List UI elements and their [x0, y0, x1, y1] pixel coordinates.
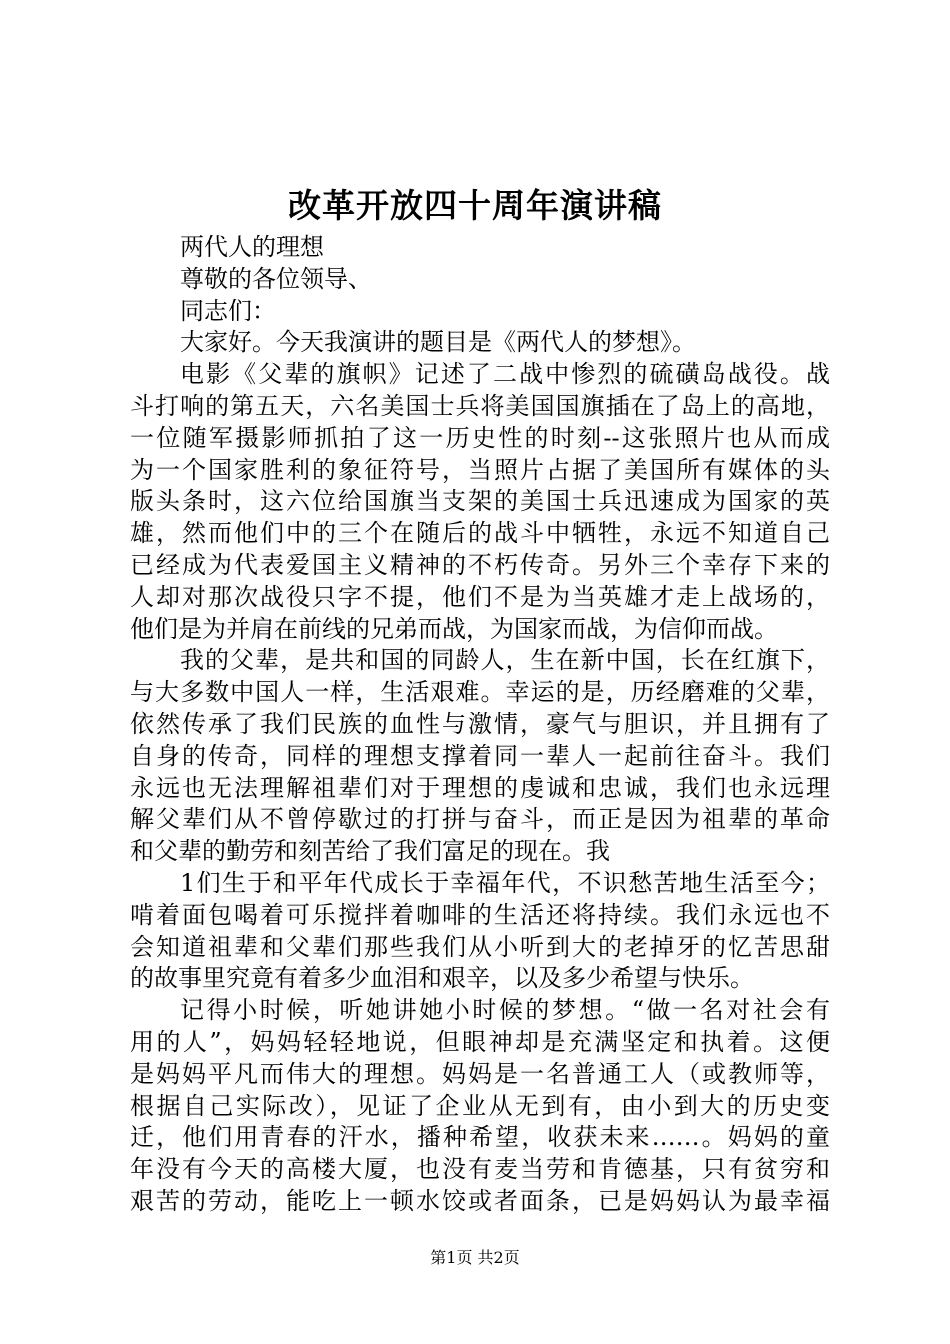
text-line: 用的人”，妈妈轻轻地说，但眼神却是充满坚定和执着。这便: [130, 1027, 830, 1056]
text-line: 依然传承了我们民族的血性与激情，豪气与胆识，并且拥有了: [130, 709, 830, 738]
page-footer: 第1页 共2页: [430, 1248, 520, 1267]
text-line: 1们生于和平年代成长于幸福年代，不识愁苦地生活至今；: [180, 868, 830, 897]
text-line: 已经成为代表爱国主义精神的不朽传奇。另外三个幸存下来的: [130, 550, 830, 579]
document-body: [130, 232, 830, 1218]
text-line: 版头条时，这六位给国旗当支架的美国士兵迅速成为国家的英: [130, 487, 830, 516]
text-line: 自身的传奇，同样的理想支撑着同一辈人一起前往奋斗。我们: [130, 741, 830, 770]
text-line: 永远也无法理解祖辈们对于理想的虔诚和忠诚，我们也永远理: [130, 773, 830, 802]
text-line: 根据自己实际改），见证了企业从无到有，由小到大的历史变: [130, 1091, 830, 1120]
text-line: 一位随军摄影师抓拍了这一历史性的时刻--这张照片也从而成: [130, 423, 830, 452]
text-line: 人却对那次战役只字不提，他们不是为当英雄才走上战场的，: [130, 582, 830, 611]
text-line: 的故事里究竟有着多少血泪和艰辛，以及多少希望与快乐。: [130, 964, 754, 993]
text-line: 会知道祖辈和父辈们那些我们从小听到大的老掉牙的忆苦思甜: [130, 932, 830, 961]
text-line: 与大多数中国人一样，生活艰难。幸运的是，历经磨难的父辈，: [130, 678, 830, 707]
text-line: 艰苦的劳动，能吃上一顿水饺或者面条，已是妈妈认为最幸福: [130, 1186, 830, 1215]
text-line: 斗打响的第五天，六名美国士兵将美国国旗插在了岛上的高地，: [130, 391, 830, 420]
text-line: 解父辈们从不曾停歇过的打拼与奋斗，而正是因为祖辈的革命: [130, 805, 830, 834]
text-line: 同志们：: [180, 296, 276, 325]
text-line: 记得小时候，听她讲她小时候的梦想。“做一名对社会有: [180, 996, 830, 1025]
text-line: 他们是为并肩在前线的兄弟而战，为国家而战，为信仰而战。: [130, 614, 778, 643]
text-line: 是妈妈平凡而伟大的理想。妈妈是一名普通工人（或教师等，: [130, 1059, 830, 1088]
text-line: 年没有今天的高楼大厦，也没有麦当劳和肯德基，只有贫穷和: [130, 1155, 830, 1184]
text-line: 啃着面包喝着可乐搅拌着咖啡的生活还将持续。我们永远也不: [130, 900, 830, 929]
document-title: 改革开放四十周年演讲稿: [288, 186, 662, 225]
text-line: 迁，他们用青春的汗水，播种希望，收获未来……。妈妈的童: [130, 1123, 830, 1152]
text-line: 尊敬的各位领导、: [180, 264, 372, 293]
text-line: 雄，然而他们中的三个在随后的战斗中牺牲，永远不知道自己: [130, 519, 830, 548]
text-line: 为一个国家胜利的象征符号，当照片占据了美国所有媒体的头: [130, 455, 830, 484]
text-line: 电影《父辈的旗帜》记述了二战中惨烈的硫磺岛战役。战: [180, 360, 830, 389]
text-line: 我的父辈，是共和国的同龄人，生在新中国，长在红旗下，: [180, 646, 830, 675]
text-line: 大家好。今天我演讲的题目是《两代人的梦想》。: [180, 328, 696, 357]
text-line: 两代人的理想: [180, 233, 324, 261]
text-line: 和父辈的勤劳和刻苦给了我们富足的现在。我: [130, 837, 610, 866]
